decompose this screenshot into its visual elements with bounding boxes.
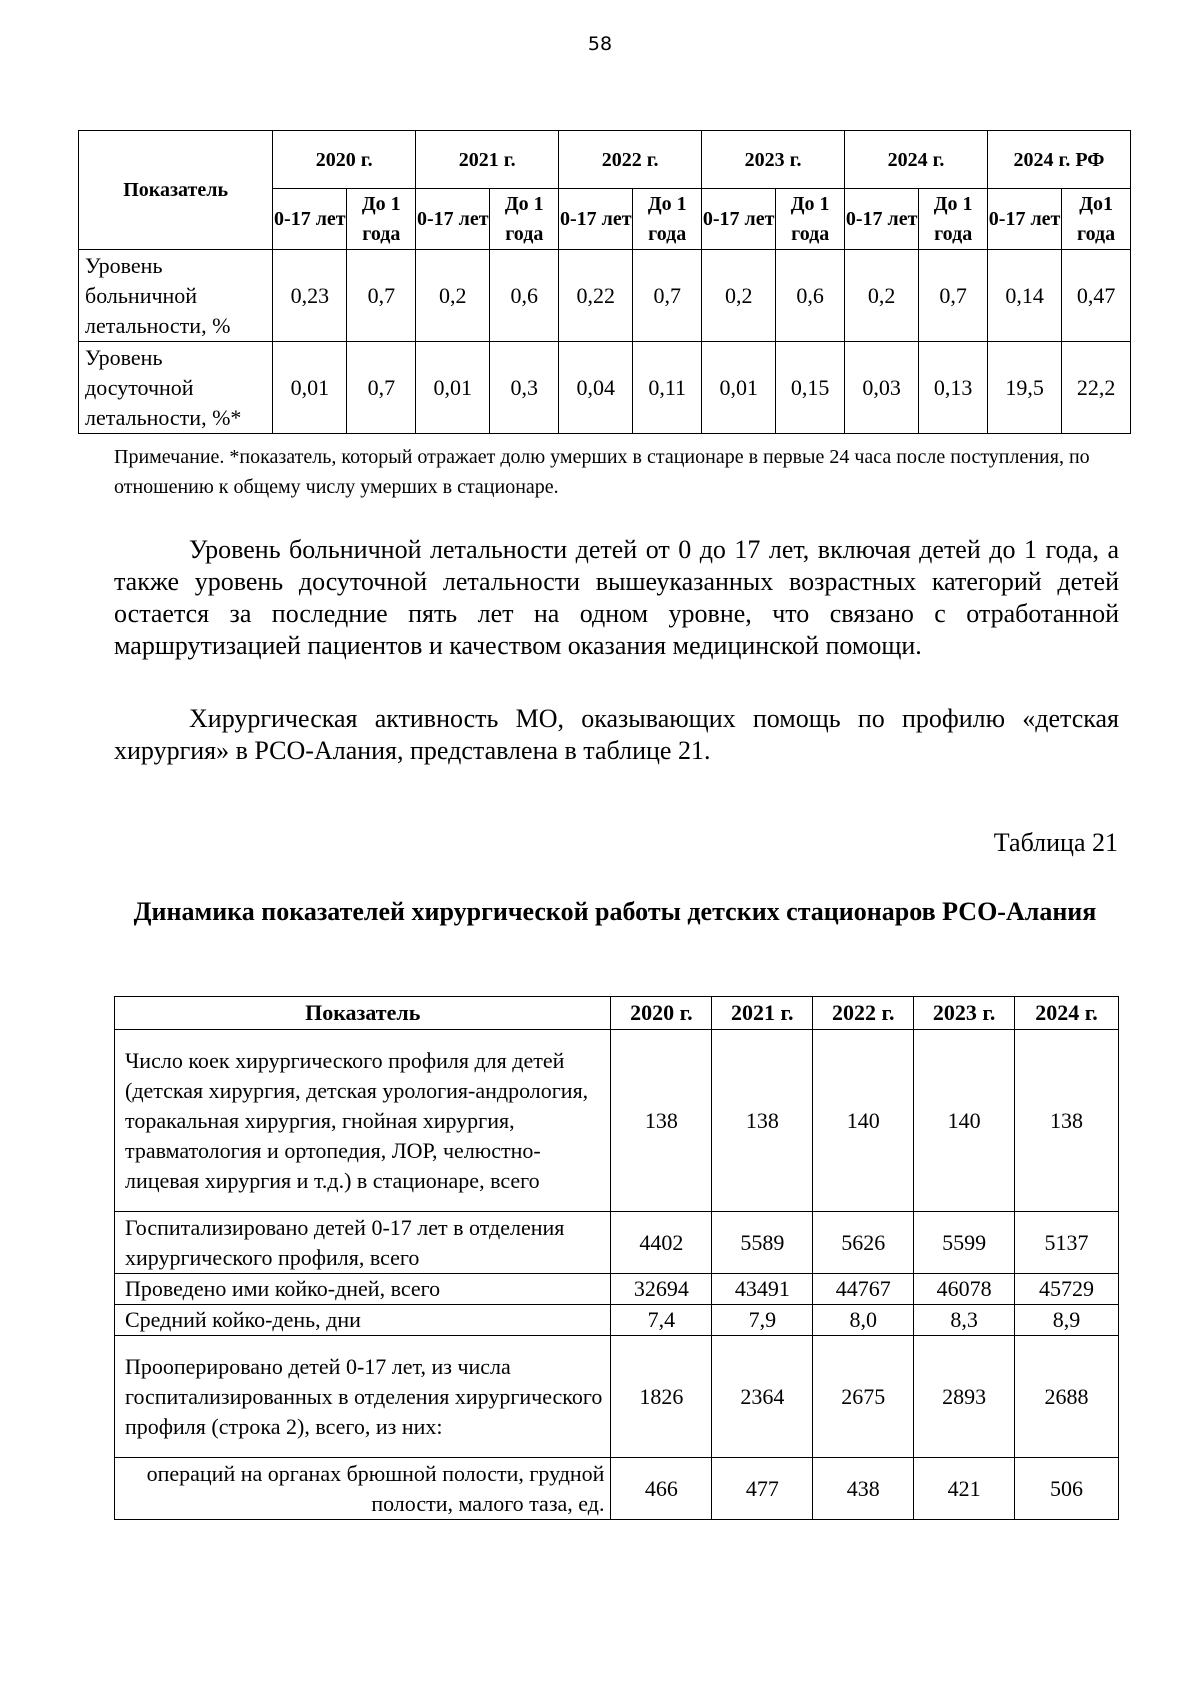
table-cell: 8,9 xyxy=(1015,1305,1119,1336)
table-cell: 421 xyxy=(914,1458,1015,1520)
table2-year: 2024 г. xyxy=(1015,997,1119,1030)
table-cell: 5137 xyxy=(1015,1212,1119,1274)
table1-subheader: До 1 года xyxy=(490,189,559,250)
table-row xyxy=(79,342,1131,434)
table-cell: 0,11 xyxy=(633,342,702,434)
table-cell: 0,01 xyxy=(702,342,776,434)
table-cell: 43491 xyxy=(712,1274,813,1305)
table-cell: 8,0 xyxy=(813,1305,914,1336)
table-cell: 0,7 xyxy=(347,342,416,434)
table-row xyxy=(79,250,1131,342)
table-cell: 0,3 xyxy=(490,342,559,434)
table-cell: 0,47 xyxy=(1062,250,1131,342)
table1-subheader: 0-17 лет xyxy=(988,189,1062,250)
table-cell: 477 xyxy=(712,1458,813,1520)
table1-subheader: 0-17 лет xyxy=(416,189,490,250)
table-cell: 0,15 xyxy=(776,342,845,434)
table-cell: 0,2 xyxy=(845,250,919,342)
table-cell: 45729 xyxy=(1015,1274,1119,1305)
row-label: Уровень больничной летальности, % xyxy=(79,250,273,342)
table-cell: 5626 xyxy=(813,1212,914,1274)
table-cell: 7,4 xyxy=(611,1305,712,1336)
table-cell: 138 xyxy=(712,1030,813,1212)
table-cell: 466 xyxy=(611,1458,712,1520)
table2-year: 2021 г. xyxy=(712,997,813,1030)
table-row xyxy=(115,1305,1119,1336)
table-cell: 2675 xyxy=(813,1336,914,1458)
table-title: Динамика показателей хирургической работы детских стационаров РСО-Алания xyxy=(133,897,1097,926)
table1-subheader: До 1 года xyxy=(633,189,702,250)
table-cell: 0,13 xyxy=(919,342,988,434)
table-cell: 2893 xyxy=(914,1336,1015,1458)
table1-subheader: До 1 года xyxy=(919,189,988,250)
table-cell: 0,14 xyxy=(988,250,1062,342)
row-label: операций на органах брюшной полости, грудной полости, малого таза, ед. xyxy=(115,1458,611,1520)
table-cell: 0,03 xyxy=(845,342,919,434)
table1-subheader: 0-17 лет xyxy=(559,189,633,250)
table-cell: 138 xyxy=(1015,1030,1119,1212)
table1-year: 2024 г. xyxy=(845,131,988,189)
table-cell: 0,23 xyxy=(273,250,347,342)
table2-year: 2022 г. xyxy=(813,997,914,1030)
table1-year: 2022 г. xyxy=(559,131,702,189)
table-row xyxy=(115,1212,1119,1274)
row-label: Госпитализировано детей 0-17 лет в отделения хирургического профиля, всего xyxy=(115,1212,611,1274)
table1-subheader: До1 года xyxy=(1062,189,1131,250)
table-cell: 8,3 xyxy=(914,1305,1015,1336)
table-cell: 19,5 xyxy=(988,342,1062,434)
row-label: Проведено ими койко-дней, всего xyxy=(115,1274,611,1305)
table-cell: 0,6 xyxy=(490,250,559,342)
table-cell: 0,7 xyxy=(633,250,702,342)
table2-indicator-header: Показатель xyxy=(115,997,611,1030)
table-cell: 32694 xyxy=(611,1274,712,1305)
table1-indicator-header: Показатель xyxy=(79,131,273,250)
table1-year: 2023 г. xyxy=(702,131,845,189)
row-label: Число коек хирургического профиля для детей (детская хирургия, детская урология-андрология, торакальная хирургия, гнойная хирургия, травматология и ортопедия, ЛОР, челюстно-лицевая хирургия и т.д.) в стационаре, всего xyxy=(115,1030,611,1212)
table-cell: 5599 xyxy=(914,1212,1015,1274)
table-note: Примечание. *показатель, который отражает долю умерших в стационаре в первые 24 часа после поступления, по отношению к общему числу умерших в стационаре. xyxy=(114,446,1090,498)
row-label: Прооперировано детей 0-17 лет, из числа госпитализированных в отделения хирургического профиля (строка 2), всего, из них: xyxy=(115,1336,611,1458)
table-cell: 140 xyxy=(914,1030,1015,1212)
table-cell: 506 xyxy=(1015,1458,1119,1520)
table1-year: 2021 г. xyxy=(416,131,559,189)
table-cell: 2688 xyxy=(1015,1336,1119,1458)
table-cell: 140 xyxy=(813,1030,914,1212)
surgery-table xyxy=(114,996,1119,1520)
table1-year: 2020 г. xyxy=(273,131,416,189)
table1-subheader: До 1 года xyxy=(347,189,416,250)
table-cell: 0,01 xyxy=(273,342,347,434)
table-cell: 44767 xyxy=(813,1274,914,1305)
row-label: Средний койко-день, дни xyxy=(115,1305,611,1336)
table-cell: 5589 xyxy=(712,1212,813,1274)
table2-year: 2020 г. xyxy=(611,997,712,1030)
table1-subheader: 0-17 лет xyxy=(845,189,919,250)
table-cell: 0,2 xyxy=(416,250,490,342)
table1-subheader: 0-17 лет xyxy=(273,189,347,250)
table-cell: 0,01 xyxy=(416,342,490,434)
table-cell: 0,22 xyxy=(559,250,633,342)
table-number: Таблица 21 xyxy=(993,828,1118,857)
table-row xyxy=(115,1030,1119,1212)
table-cell: 438 xyxy=(813,1458,914,1520)
paragraph: Хирургическая активность МО, оказывающих помощь по профилю «детская хирургия» в РСО-Алания, представлена в таблице 21. xyxy=(114,704,1119,765)
paragraph: Уровень больничной летальности детей от 0 до 17 лет, включая детей до 1 года, а также уровень досуточной летальности вышеуказанных возрастных категорий детей остается за последние пять лет на одном уровне, что связано с отработанной маршрутизацией пациентов и качеством оказания медицинской помощи. xyxy=(114,535,1119,660)
table-cell: 0,04 xyxy=(559,342,633,434)
table-cell: 7,9 xyxy=(712,1305,813,1336)
table-row xyxy=(115,1458,1119,1520)
table-cell: 0,6 xyxy=(776,250,845,342)
row-label: Уровень досуточной летальности, %* xyxy=(79,342,273,434)
table-cell: 46078 xyxy=(914,1274,1015,1305)
mortality-table xyxy=(78,130,1131,434)
page-number: 58 xyxy=(587,33,613,55)
table-row xyxy=(115,1274,1119,1305)
table-cell: 0,2 xyxy=(702,250,776,342)
table1-subheader: До 1 года xyxy=(776,189,845,250)
table-cell: 22,2 xyxy=(1062,342,1131,434)
table-cell: 138 xyxy=(611,1030,712,1212)
table-cell: 4402 xyxy=(611,1212,712,1274)
table-row xyxy=(115,1336,1119,1458)
table-cell: 0,7 xyxy=(919,250,988,342)
table-cell: 0,7 xyxy=(347,250,416,342)
table1-subheader: 0-17 лет xyxy=(702,189,776,250)
table-cell: 2364 xyxy=(712,1336,813,1458)
table1-year: 2024 г. РФ xyxy=(988,131,1131,189)
table-cell: 1826 xyxy=(611,1336,712,1458)
table2-year: 2023 г. xyxy=(914,997,1015,1030)
